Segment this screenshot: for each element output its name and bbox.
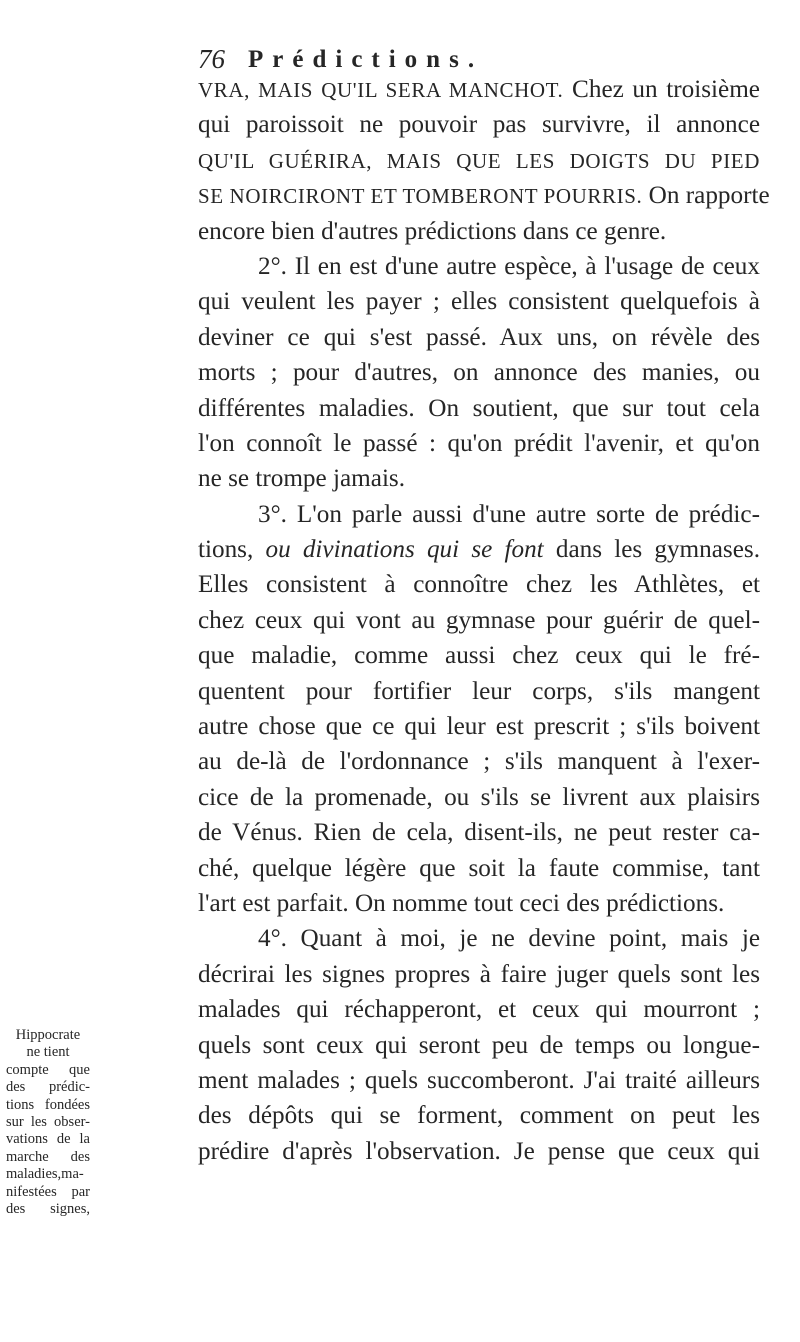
text-line: ment malades ; quels succomberont. J'ai traité ailleurs <box>198 1066 760 1094</box>
text-line: différentes maladies. On soutient, que sur tout cela <box>198 394 760 422</box>
margin-note-line: nifestées par <box>6 1183 90 1200</box>
margin-note <box>6 1027 90 1218</box>
margin-note-line: des signes, <box>6 1200 90 1217</box>
text-line: ne se trompe jamais. <box>198 465 406 493</box>
text-line: l'on connoît le passé : qu'on prédit l'avenir, et qu'on <box>198 429 760 457</box>
text-line: qui paroissoit ne pouvoir pas survivre, il annonce <box>198 111 760 139</box>
text-line: que maladie, comme aussi chez ceux qui le fré- <box>198 642 760 670</box>
text-line: deviner ce qui s'est passé. Aux uns, on révèle des <box>198 323 760 351</box>
text-line: au de-là de l'ordonnance ; s'ils manquent à l'exer- <box>198 748 760 776</box>
text-line: autre chose que ce qui leur est prescrit ; s'ils boivent <box>198 713 760 741</box>
margin-note-line: des prédic- <box>6 1079 90 1096</box>
text-line: l'art est parfait. On nomme tout ceci des prédictions. <box>198 889 725 917</box>
text-line: qui veulent les payer ; elles consistent quelquefois à <box>198 288 760 316</box>
margin-note-line: Hippocrate <box>15 1027 81 1043</box>
text-run: Chez un troisième <box>563 76 760 103</box>
paragraph-start-line: 4°. Quant à moi, je ne devine point, mais je <box>258 925 760 953</box>
text-line: prédire d'après l'observation. Je pense que ceux qui <box>198 1137 760 1165</box>
text-run: dans les gymnases. <box>543 536 760 564</box>
text-line: morts ; pour d'autres, on annonce des manies, ou <box>198 359 760 387</box>
small-caps-text: SE NOIRCIRONT ET TOMBERONT POURRIS. <box>198 184 643 209</box>
margin-note-line: tions fondées <box>6 1096 90 1113</box>
small-caps-text: VRA, MAIS QU'IL SERA MANCHOT. <box>198 78 564 102</box>
running-title: Prédictions. <box>248 46 484 73</box>
paragraph-start-line: 3°. L'on parle aussi d'une autre sorte de prédic- <box>258 500 760 528</box>
text-line: chez ceux qui vont au gymnase pour guérir de quel- <box>198 606 760 634</box>
text-line: ché, quelque légère que soit la faute commise, tant <box>198 854 760 882</box>
paragraph-start-line: 2°. Il en est d'une autre espèce, à l'usage de ceux <box>258 252 760 280</box>
text-run: On rapporte <box>642 182 770 210</box>
text-line <box>198 72 760 107</box>
page-number: 76 <box>198 44 225 74</box>
margin-note-line: marche des <box>6 1148 90 1165</box>
margin-note-line: vations de la <box>6 1131 90 1148</box>
margin-note-line: compte que <box>6 1061 90 1078</box>
text-line: quels sont ceux qui seront peu de temps ou longue- <box>198 1031 760 1059</box>
text-line: des dépôts qui se forment, comment on peut les <box>198 1102 760 1130</box>
body-text <box>198 72 770 1169</box>
text-line <box>198 143 760 178</box>
text-line: Elles consistent à connoître chez les Athlètes, et <box>198 571 760 599</box>
text-line: quentent pour fortifier leur corps, s'ils mangent <box>198 677 760 705</box>
text-line: malades qui réchapperont, et ceux qui mourront ; <box>198 996 760 1024</box>
margin-note-line: ne tient <box>26 1044 70 1061</box>
text-line <box>198 532 760 567</box>
text-line: encore bien d'autres prédictions dans ce genre. <box>198 217 667 245</box>
margin-note-line: maladies,ma- <box>6 1166 84 1183</box>
margin-note-line: sur les obser- <box>6 1113 90 1130</box>
small-caps-text: QU'IL GUÉRIRA, MAIS QUE LES DOIGTS DU PIED <box>198 148 760 173</box>
text-line: décrirai les signes propres à faire juger quels sont les <box>198 960 760 988</box>
text-run: tions, <box>198 536 266 564</box>
text-line <box>198 178 770 213</box>
italic-text: ou divinations qui se font <box>265 536 544 564</box>
text-line: de Vénus. Rien de cela, disent-ils, ne peut rester ca- <box>198 819 760 847</box>
text-line: cice de la promenade, ou s'ils se livrent aux plaisirs <box>198 783 760 811</box>
